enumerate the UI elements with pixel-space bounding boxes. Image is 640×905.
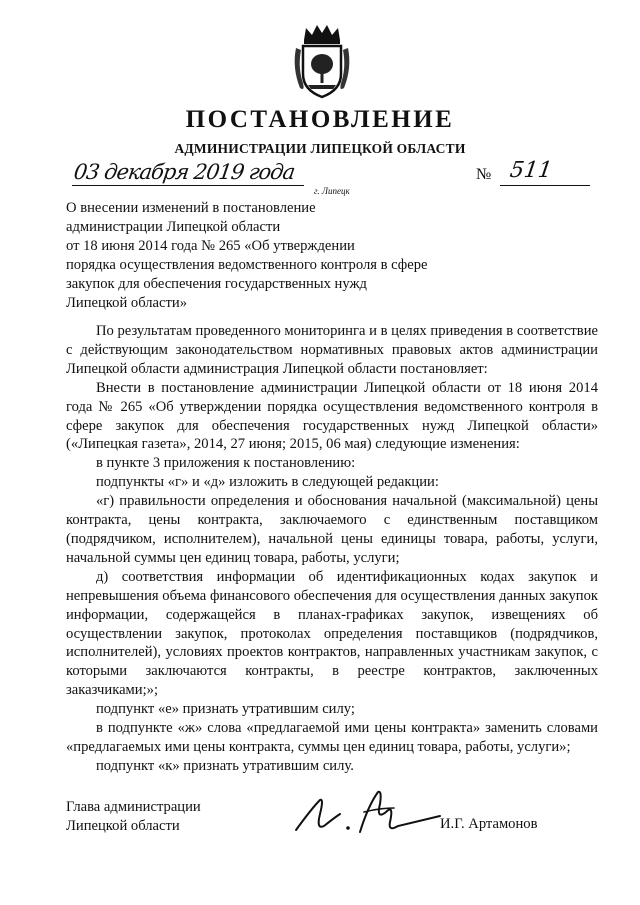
document-body — [66, 322, 598, 776]
document-subject — [66, 199, 428, 314]
coat-of-arms-icon — [292, 22, 352, 100]
subject-line: администрации Липецкой области — [66, 219, 281, 236]
body-paragraph: в подпункте «ж» слова «предлагаемой ими цены контракта» заменить словами «предлагаемых ими цены контракта, суммы цен единиц товара, работы, услуги»; — [66, 720, 598, 755]
subject-line: от 18 июня 2014 года № 265 «Об утверждении — [66, 238, 355, 255]
body-paragraph: Внести в постановление администрации Липецкой области от 18 июня 2014 года № 265 «Об утверждении порядка осуществления ведомственного контроля в сфере закупок для обеспечения государственных нужд Липецкой области» («Липецкая газета», 2014, 27 июня; 2015, 06 мая) следующие изменения: — [66, 379, 598, 453]
subject-line: Липецкой области» — [66, 295, 187, 312]
city-label: г. Липецк — [314, 186, 350, 196]
subject-line: порядка осуществления ведомственного контроля в сфере — [66, 257, 428, 274]
signatory-name: И.Г. Артамонов — [440, 816, 538, 832]
body-paragraph: «г) правильности определения и обоснования начальной (максимальной) цены контракта, цены контракта, заключаемого с единственным поставщиком (подрядчиком, исполнителем), начальной цены единицы товара, работы, услуги, начальной суммы цен единиц товара, работы, услуги; — [66, 493, 598, 566]
position-line: Липецкой области — [66, 818, 180, 834]
handwritten-signature — [290, 786, 450, 844]
subject-line: закупок для обеспечения государственных нужд — [66, 276, 367, 293]
date-underline — [72, 185, 304, 186]
body-paragraph: д) соответствия информации об идентификационных кодах закупок и непревышения объема финансового обеспечения для осуществления данных закупок информации, содержащейся в планах-графиках закупок, извещениях об осуществлении закупок, протоколах определения поставщиков (подрядчиков, исполнителей), условиях проектов контрактов, направленных участникам закупок, с которыми заключаются контракты, в реестре контрактов, заключенных заказчиками;»; — [66, 568, 598, 699]
handwritten-date: 03 декабря 2019 года — [72, 160, 296, 184]
signatory-position — [66, 798, 201, 836]
body-paragraph: в пункте 3 приложения к постановлению: — [96, 455, 356, 472]
body-paragraph: подпункт «е» признать утратившим силу; — [96, 701, 355, 718]
handwritten-number: 511 — [508, 158, 554, 183]
document-title: ПОСТАНОВЛЕНИЕ — [185, 106, 455, 133]
subject-line: О внесении изменений в постановление — [66, 200, 316, 216]
body-paragraph: По результатам проведенного мониторинга и в целях приведения в соответствие с действующим законодательством нормативных правовых актов администрации Липецкой области администрация Липецкой области постановляет: — [66, 323, 598, 377]
body-paragraph: подпункты «г» и «д» изложить в следующей редакции: — [96, 474, 439, 491]
issuing-authority: АДМИНИСТРАЦИИ ЛИПЕЦКОЙ ОБЛАСТИ — [174, 141, 466, 156]
position-line: Глава администрации — [66, 799, 201, 815]
number-label: № — [476, 166, 492, 183]
number-underline — [500, 185, 590, 186]
body-paragraph: подпункт «к» признать утратившим силу. — [96, 757, 354, 774]
